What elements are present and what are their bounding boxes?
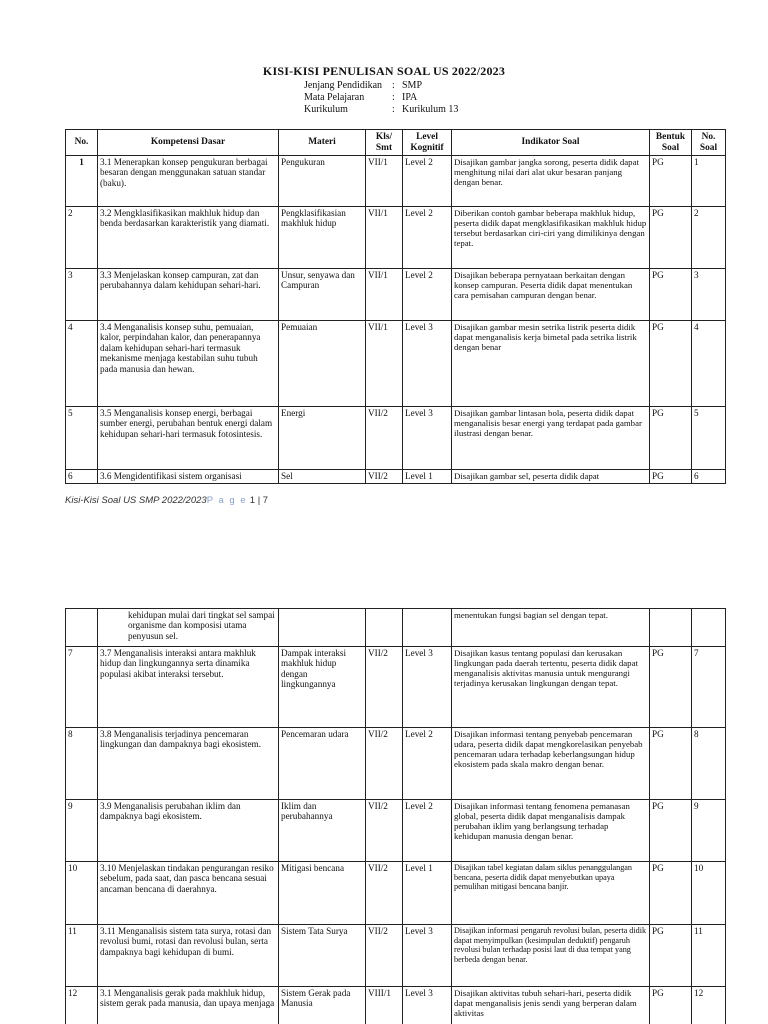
document-page-2 bbox=[0, 608, 768, 1024]
col-header-nosoal: No. Soal bbox=[692, 130, 726, 156]
indikator-cell: Disajikan gambar jangka sorong, peserta didik dapat menghitung nilai dari alat ukur besaran panjang dengan benar. bbox=[452, 156, 650, 207]
table-row: 4 3.4 Menganalisis konsep suhu, pemuaian, kalor, perpindahan kalor, dan penerapannya dalam kehidupan sehari-hari termasuk mekanisme menjaga kestabilan suhu tubuh pada manusia dan hewan. Pemuaian VII/1 Level 3 Disajikan gambar mesin setrika listrik peserta didik dapat menganalisis kerja bimetal pada setrika listrik dengan benar PG 4 bbox=[66, 321, 726, 407]
kd-cell: 3.1 Menganalisis gerak pada makhluk hidup, sistem gerak pada manusia, dan upaya menjaga bbox=[98, 987, 279, 1024]
kisi-table-page-2 bbox=[65, 608, 726, 1024]
table-row: 5 3.5 Menganalisis konsep energi, berbagai sumber energi, perubahan bentuk energi dalam kehidupan sehari-hari termasuk fotosintesis. Energi VII/2 Level 3 Disajikan gambar lintasan bola, peserta didik dapat menganalisis besar energi yang terdapat pada gambar ilustrasi dengan benar. PG 5 bbox=[66, 407, 726, 470]
kd-cell: 3.7 Menganalisis interaksi antara makhluk hidup dan lingkungannya serta dinamika populasi akibat interaksi tersebut. bbox=[98, 647, 279, 728]
meta-mapel: Mata Pelajaran : IPA bbox=[304, 92, 418, 103]
kd-cell: 3.1 Menerapkan konsep pengukuran berbagai besaran dengan menggunakan satuan standar (baku). bbox=[98, 156, 279, 207]
table-row: 11 3.11 Menganalisis sistem tata surya, rotasi dan revolusi bumi, rotasi dan revolusi bulan, serta dampaknya bagi kehidupan di bumi. Sistem Tata Surya VII/2 Level 3 Disajikan informasi pengaruh revolusi bulan, peserta didik dapat menyimpulkan (kesimpulan deduktif) pengaruh revolusi bulan terhadap posisi laut di dua tempat yang berbeda dengan benar. PG 11 bbox=[66, 925, 726, 987]
kd-cell: 3.2 Mengklasifikasikan makhluk hidup dan benda berdasarkan karakteristik yang diamati. bbox=[98, 207, 279, 269]
col-header-kd: Kompetensi Dasar bbox=[98, 130, 279, 156]
col-header-kls: Kls/ Smt bbox=[366, 130, 403, 156]
indikator-cell: Disajikan tabel kegiatan dalam siklus penanggulangan bencana, peserta didik dapat menyebutkan upaya pemulihan mitigasi bencana banjir. bbox=[452, 862, 650, 925]
kisi-table-page-1 bbox=[65, 129, 726, 484]
kd-cell: 3.9 Menganalisis perubahan iklim dan dampaknya bagi ekosistem. bbox=[98, 800, 279, 862]
indikator-cell: Disajikan beberapa pernyataan berkaitan dengan konsep campuran. Peserta didik dapat menentukan cara pemisahan campuran dengan benar. bbox=[452, 269, 650, 321]
table-row: 3 3.3 Menjelaskan konsep campuran, zat dan perubahannya dalam kehidupan sehari-hari. Unsur, senyawa dan Campuran VII/1 Level 2 Disajikan beberapa pernyataan berkaitan dengan konsep campuran. Peserta didik dapat menentukan cara pemisahan campuran dengan benar. PG 3 bbox=[66, 269, 726, 321]
footer-page-word: P a g e bbox=[206, 495, 248, 506]
indikator-cell: Disajikan kasus tentang populasi dan kerusakan lingkungan pada daerah tertentu, peserta didik dapat menganalisis aktivitas manusia untuk mengurangi terjadinya kerusakan lingkungan dengan tepat. bbox=[452, 647, 650, 728]
indikator-cell: Disajikan informasi tentang fenomena pemanasan global, peserta didik dapat menganalisis dampak perubahan iklim yang berlangsung terhadap kehidupan manusia dengan benar. bbox=[452, 800, 650, 862]
table-header-row bbox=[66, 130, 726, 156]
kd-cell: 3.5 Menganalisis konsep energi, berbagai sumber energi, perubahan bentuk energi dalam kehidupan sehari-hari termasuk fotosintesis. bbox=[98, 407, 279, 470]
table-row: 2 3.2 Mengklasifikasikan makhluk hidup dan benda berdasarkan karakteristik yang diamati. Pengklasifikasian makhluk hidup VII/1 Level 2 Diberikan contoh gambar beberapa makhluk hidup, peserta didik dapat mengklasifikasikan makhluk hidup tersebut berdasarkan ciri-ciri yang dimilikinya dengan tepat. PG 2 bbox=[66, 207, 726, 269]
kd-cell: kehidupan mulai dari tingkat sel sampai organisme dan komposisi utama penyusun sel. bbox=[98, 609, 279, 647]
footer-doc-title: Kisi-Kisi Soal US SMP 2022/2023 bbox=[65, 495, 207, 506]
meta-kurikulum: Kurikulum : Kurikulum 13 bbox=[304, 104, 459, 115]
col-header-level: Level Kognitif bbox=[403, 130, 452, 156]
indikator-cell: Disajikan informasi pengaruh revolusi bulan, peserta didik dapat menyimpulkan (kesimpulan deduktif) pengaruh revolusi bulan terhadap posisi laut di dua tempat yang berbeda dengan benar. bbox=[452, 925, 650, 987]
col-header-no: No. bbox=[66, 130, 98, 156]
table-row: 8 3.8 Menganalisis terjadinya pencemaran lingkungan dan dampaknya bagi ekosistem. Pencemaran udara VII/2 Level 2 Disajikan informasi tentang penyebab pencemaran udara, peserta didik dapat mengkorelasikan penyebab pencemaran udara terhadap keberlangsungan hidup ekosistem pada skala makro dengan benar. PG 8 bbox=[66, 728, 726, 800]
kd-cell: 3.11 Menganalisis sistem tata surya, rotasi dan revolusi bumi, rotasi dan revolusi bulan, serta dampaknya bagi kehidupan di bumi. bbox=[98, 925, 279, 987]
page-footer bbox=[65, 495, 268, 506]
indikator-cell: Disajikan informasi tentang penyebab pencemaran udara, peserta didik dapat mengkorelasikan penyebab pencemaran udara terhadap keberlangsungan hidup ekosistem pada skala makro dengan benar. bbox=[452, 728, 650, 800]
table-row: 6 3.6 Mengidentifikasi sistem organisasi Sel VII/2 Level 1 Disajikan gambar sel, peserta didik dapat PG 6 bbox=[66, 470, 726, 484]
kd-cell: 3.3 Menjelaskan konsep campuran, zat dan perubahannya dalam kehidupan sehari-hari. bbox=[98, 269, 279, 321]
kd-cell: 3.8 Menganalisis terjadinya pencemaran lingkungan dan dampaknya bagi ekosistem. bbox=[98, 728, 279, 800]
indikator-cell: menentukan fungsi bagian sel dengan tepat. bbox=[452, 609, 650, 647]
document-title: KISI-KISI PENULISAN SOAL US 2022/2023 bbox=[262, 64, 506, 78]
table-row: 10 3.10 Menjelaskan tindakan pengurangan resiko sebelum, pada saat, dan pasca bencana sesuai ancaman bencana di daerahnya. Mitigasi bencana VII/2 Level 1 Disajikan tabel kegiatan dalam siklus penanggulangan bencana, peserta didik dapat menyebutkan upaya pemulihan mitigasi bencana banjir. PG 10 bbox=[66, 862, 726, 925]
table-row bbox=[66, 609, 726, 647]
col-header-materi: Materi bbox=[279, 130, 366, 156]
table-row: 7 3.7 Menganalisis interaksi antara makhluk hidup dan lingkungannya serta dinamika populasi akibat interaksi tersebut. Dampak interaksi makhluk hidup dengan lingkungannya VII/2 Level 3 Disajikan kasus tentang populasi dan kerusakan lingkungan pada daerah tertentu, peserta didik dapat menganalisis aktivitas manusia untuk mengurangi terjadinya kerusakan lingkungan dengan tepat. PG 7 bbox=[66, 647, 726, 728]
table-row: 12 3.1 Menganalisis gerak pada makhluk hidup, sistem gerak pada manusia, dan upaya menjaga Sistem Gerak pada Manusia VIII/1 Level 3 Disajikan aktivitas tubuh sehari-hari, peserta didik dapat menganalisis jenis sendi yang berperan dalam aktivitas PG 12 bbox=[66, 987, 726, 1024]
page-gap bbox=[0, 516, 768, 608]
kd-cell: 3.6 Mengidentifikasi sistem organisasi bbox=[98, 470, 279, 484]
col-header-bentuk: Bentuk Soal bbox=[650, 130, 692, 156]
footer-page-number: 1 | 7 bbox=[247, 495, 269, 506]
indikator-cell: Disajikan gambar lintasan bola, peserta didik dapat menganalisis besar energi yang terdapat pada gambar ilustrasi dengan benar. bbox=[452, 407, 650, 470]
table-row: 1 3.1 Menerapkan konsep pengukuran berbagai besaran dengan menggunakan satuan standar (baku). Pengukuran VII/1 Level 2 Disajikan gambar jangka sorong, peserta didik dapat menghitung nilai dari alat ukur besaran panjang dengan benar. PG 1 bbox=[66, 156, 726, 207]
kd-cell: 3.4 Menganalisis konsep suhu, pemuaian, kalor, perpindahan kalor, dan penerapannya dalam kehidupan sehari-hari termasuk mekanisme menjaga kestabilan suhu tubuh pada manusia dan hewan. bbox=[98, 321, 279, 407]
indikator-cell: Disajikan gambar sel, peserta didik dapat bbox=[452, 470, 650, 484]
table-row: 9 3.9 Menganalisis perubahan iklim dan dampaknya bagi ekosistem. Iklim dan perubahannya VII/2 Level 2 Disajikan informasi tentang fenomena pemanasan global, peserta didik dapat menganalisis dampak perubahan iklim yang berlangsung terhadap kehidupan manusia dengan benar. PG 9 bbox=[66, 800, 726, 862]
indikator-cell: Disajikan aktivitas tubuh sehari-hari, peserta didik dapat menganalisis jenis sendi yang berperan dalam aktivitas bbox=[452, 987, 650, 1024]
indikator-cell: Disajikan gambar mesin setrika listrik peserta didik dapat menganalisis kerja bimetal pada setrika listrik dengan benar bbox=[452, 321, 650, 407]
kd-cell: 3.10 Menjelaskan tindakan pengurangan resiko sebelum, pada saat, dan pasca bencana sesuai ancaman bencana di daerahnya. bbox=[98, 862, 279, 925]
indikator-cell: Diberikan contoh gambar beberapa makhluk hidup, peserta didik dapat mengklasifikasikan makhluk hidup tersebut berdasarkan ciri-ciri yang dimilikinya dengan tepat. bbox=[452, 207, 650, 269]
document-meta bbox=[304, 80, 458, 116]
col-header-indikator: Indikator Soal bbox=[452, 130, 650, 156]
meta-jenjang: Jenjang Pendidikan : SMP bbox=[304, 80, 423, 91]
